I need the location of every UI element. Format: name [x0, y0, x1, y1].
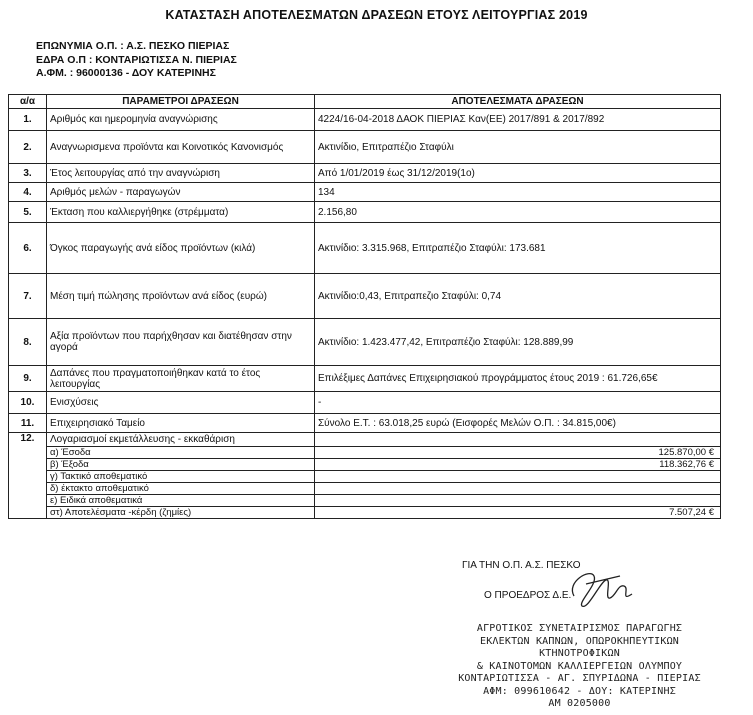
sub-amount — [315, 471, 721, 483]
table-row — [9, 483, 721, 495]
row-result — [315, 433, 721, 447]
row-result: Από 1/01/2019 έως 31/12/2019(1ο) — [315, 164, 721, 183]
signature-role-line: Ο ΠΡΟΕΔΡΟΣ Δ.Ε. — [484, 590, 572, 601]
table-row — [9, 319, 721, 366]
row-result: - — [315, 392, 721, 414]
row-param: Αριθμός μελών - παραγωγών — [47, 183, 315, 202]
stamp-line: ΑΦΜ: 099610642 - ΔΟΥ: ΚΑΤΕΡΙΝΗΣ — [483, 685, 676, 697]
results-table — [8, 94, 721, 519]
row-result: Ακτινίδιο:0,43, Επιτραπεζιο Σταφύλι: 0,74 — [315, 274, 721, 319]
row-num: 6. — [9, 223, 47, 274]
row-param: Μέση τιμή πώλησης προϊόντων ανά είδος (ευρώ) — [47, 274, 315, 319]
table-row — [9, 202, 721, 223]
table-row — [9, 366, 721, 392]
table-row — [9, 471, 721, 483]
row-param: Λογαριασμοί εκμετάλλευσης - εκκαθάριση — [47, 433, 315, 447]
row-result: Ακτινίδιο: 3.315.968, Επιτραπέζιο Σταφύλι: 173.681 — [315, 223, 721, 274]
signature-for-line: ΓΙΑ ΤΗΝ Ο.Π. Α.Σ. ΠΕΣΚΟ — [462, 560, 581, 571]
table-row — [9, 433, 721, 447]
sub-amount: 7.507,24 € — [315, 507, 721, 519]
sub-amount: 118.362,76 € — [315, 459, 721, 471]
sub-amount — [315, 495, 721, 507]
row-result: 2.156,80 — [315, 202, 721, 223]
row-result: Ακτινίδιο, Επιτραπέζιο Σταφύλι — [315, 131, 721, 164]
header-num: α/α — [9, 95, 47, 109]
table-row — [9, 507, 721, 519]
row-param: Αριθμός και ημερομηνία αναγνώρισης — [47, 109, 315, 131]
organization-stamp — [452, 623, 707, 711]
row-num: 5. — [9, 202, 47, 223]
row-num: 1. — [9, 109, 47, 131]
table-row — [9, 109, 721, 131]
handwritten-signature — [560, 562, 640, 614]
sub-label: ε) Ειδικά αποθεματικά — [47, 495, 315, 507]
org-tax-line: Α.ΦΜ. : 96000136 - ΔΟΥ ΚΑΤΕΡΙΝΗΣ — [36, 67, 216, 79]
row-num: 8. — [9, 319, 47, 366]
row-num: 2. — [9, 131, 47, 164]
table-row — [9, 495, 721, 507]
row-num: 11. — [9, 414, 47, 433]
row-result: 134 — [315, 183, 721, 202]
org-seat-line: ΕΔΡΑ Ο.Π : ΚΟΝΤΑΡΙΩΤΙΣΣΑ Ν. ΠΙΕΡΙΑΣ — [36, 53, 237, 66]
stamp-line: ΕΚΛΕΚΤΩΝ ΚΑΠΝΩΝ, ΟΠΩΡΟΚΗΠΕΥΤΙΚΩΝ — [479, 635, 680, 647]
sub-label: δ) έκτακτο αποθεματικό — [47, 483, 315, 495]
table-row — [9, 164, 721, 183]
table-row — [9, 131, 721, 164]
row-param: Ενισχύσεις — [47, 392, 315, 414]
row-num: 4. — [9, 183, 47, 202]
table-row — [9, 183, 721, 202]
stamp-line: ΚΟΝΤΑΡΙΩΤΙΣΣΑ - ΑΓ. ΣΠΥΡΙΔΩΝΑ - ΠΙΕΡΙΑΣ — [458, 673, 701, 684]
sub-amount — [315, 483, 721, 495]
sub-label: στ) Αποτελέσματα -κέρδη (ζημίες) — [47, 507, 315, 519]
sub-label: γ) Τακτικό αποθεματικό — [47, 471, 315, 483]
row-param: Αναγνωρισμενα προϊόντα και Κοινοτικός Κανονισμός — [47, 131, 315, 164]
row-num: 9. — [9, 366, 47, 392]
stamp-line: & ΚΑΙΝΟΤΟΜΩΝ ΚΑΛΛΙΕΡΓΕΙΩΝ ΟΛΥΜΠΟΥ — [476, 660, 683, 672]
org-name-line: ΕΠΩΝΥΜΙΑ Ο.Π. : Α.Σ. ΠΕΣΚΟ ΠΙΕΡΙΑΣ — [36, 40, 230, 52]
row-param: Δαπάνες που πραγματοποιήθηκαν κατά το έτος λειτουργίας — [47, 366, 315, 392]
table-row — [9, 392, 721, 414]
table-row — [9, 274, 721, 319]
row-result: Σύνολο Ε.Τ. : 63.018,25 ευρώ (Εισφορές Μελών Ο.Π. : 34.815,00€) — [315, 414, 721, 433]
row-param: Έτος λειτουργίας από την αναγνώριση — [47, 164, 315, 183]
table-header-row — [9, 95, 721, 109]
row-num: 3. — [9, 164, 47, 183]
table-row — [9, 414, 721, 433]
row-param: Αξία προϊόντων που παρήχθησαν και διατέθησαν στην αγορά — [47, 319, 315, 366]
organization-header — [36, 40, 237, 81]
row-result: Επιλέξιμες Δαπάνες Επιχειρησιακού προγράμματος έτους 2019 : 61.726,65€ — [315, 366, 721, 392]
row-num: 12. — [9, 433, 47, 519]
row-result: 4224/16-04-2018 ΔΑΟΚ ΠΙΕΡΙΑΣ Καν(ΕΕ) 2017/891 & 2017/892 — [315, 109, 721, 131]
row-param: Επιχειρησιακό Ταμείο — [47, 414, 315, 433]
sub-amount: 125.870,00 € — [315, 447, 721, 459]
table-row — [9, 447, 721, 459]
table-row — [9, 223, 721, 274]
stamp-line: ΚΤΗΝΟΤΡΟΦΙΚΩΝ — [539, 648, 620, 659]
table-row — [9, 459, 721, 471]
row-result: Ακτινίδιο: 1.423.477,42, Επιτραπέζιο Σταφύλι: 128.889,99 — [315, 319, 721, 366]
row-num: 10. — [9, 392, 47, 414]
document-title: ΚΑΤΑΣΤΑΣΗ ΑΠΟΤΕΛΕΣΜΑΤΩΝ ΔΡΑΣΕΩΝ ΕΤΟΥΣ ΛΕΙΤΟΥΡΓΙΑΣ 2019 — [165, 8, 588, 22]
stamp-line: ΑΓΡΟΤΙΚΟΣ ΣΥΝΕΤΑΙΡΙΣΜΟΣ ΠΑΡΑΓΩΓΗΣ — [476, 623, 683, 634]
row-num: 7. — [9, 274, 47, 319]
sub-label: α) Έσοδα — [47, 447, 315, 459]
header-result: ΑΠΟΤΕΛΕΣΜΑΤΑ ΔΡΑΣΕΩΝ — [315, 95, 721, 109]
header-param: ΠΑΡΑΜΕΤΡΟΙ ΔΡΑΣΕΩΝ — [47, 95, 315, 109]
row-param: Έκταση που καλλιεργήθηκε (στρέμματα) — [47, 202, 315, 223]
row-param: Όγκος παραγωγής ανά είδος προϊόντων (κιλά) — [47, 223, 315, 274]
stamp-line: ΑΜ 0205000 — [548, 698, 611, 709]
sub-label: β) Έξοδα — [47, 459, 315, 471]
